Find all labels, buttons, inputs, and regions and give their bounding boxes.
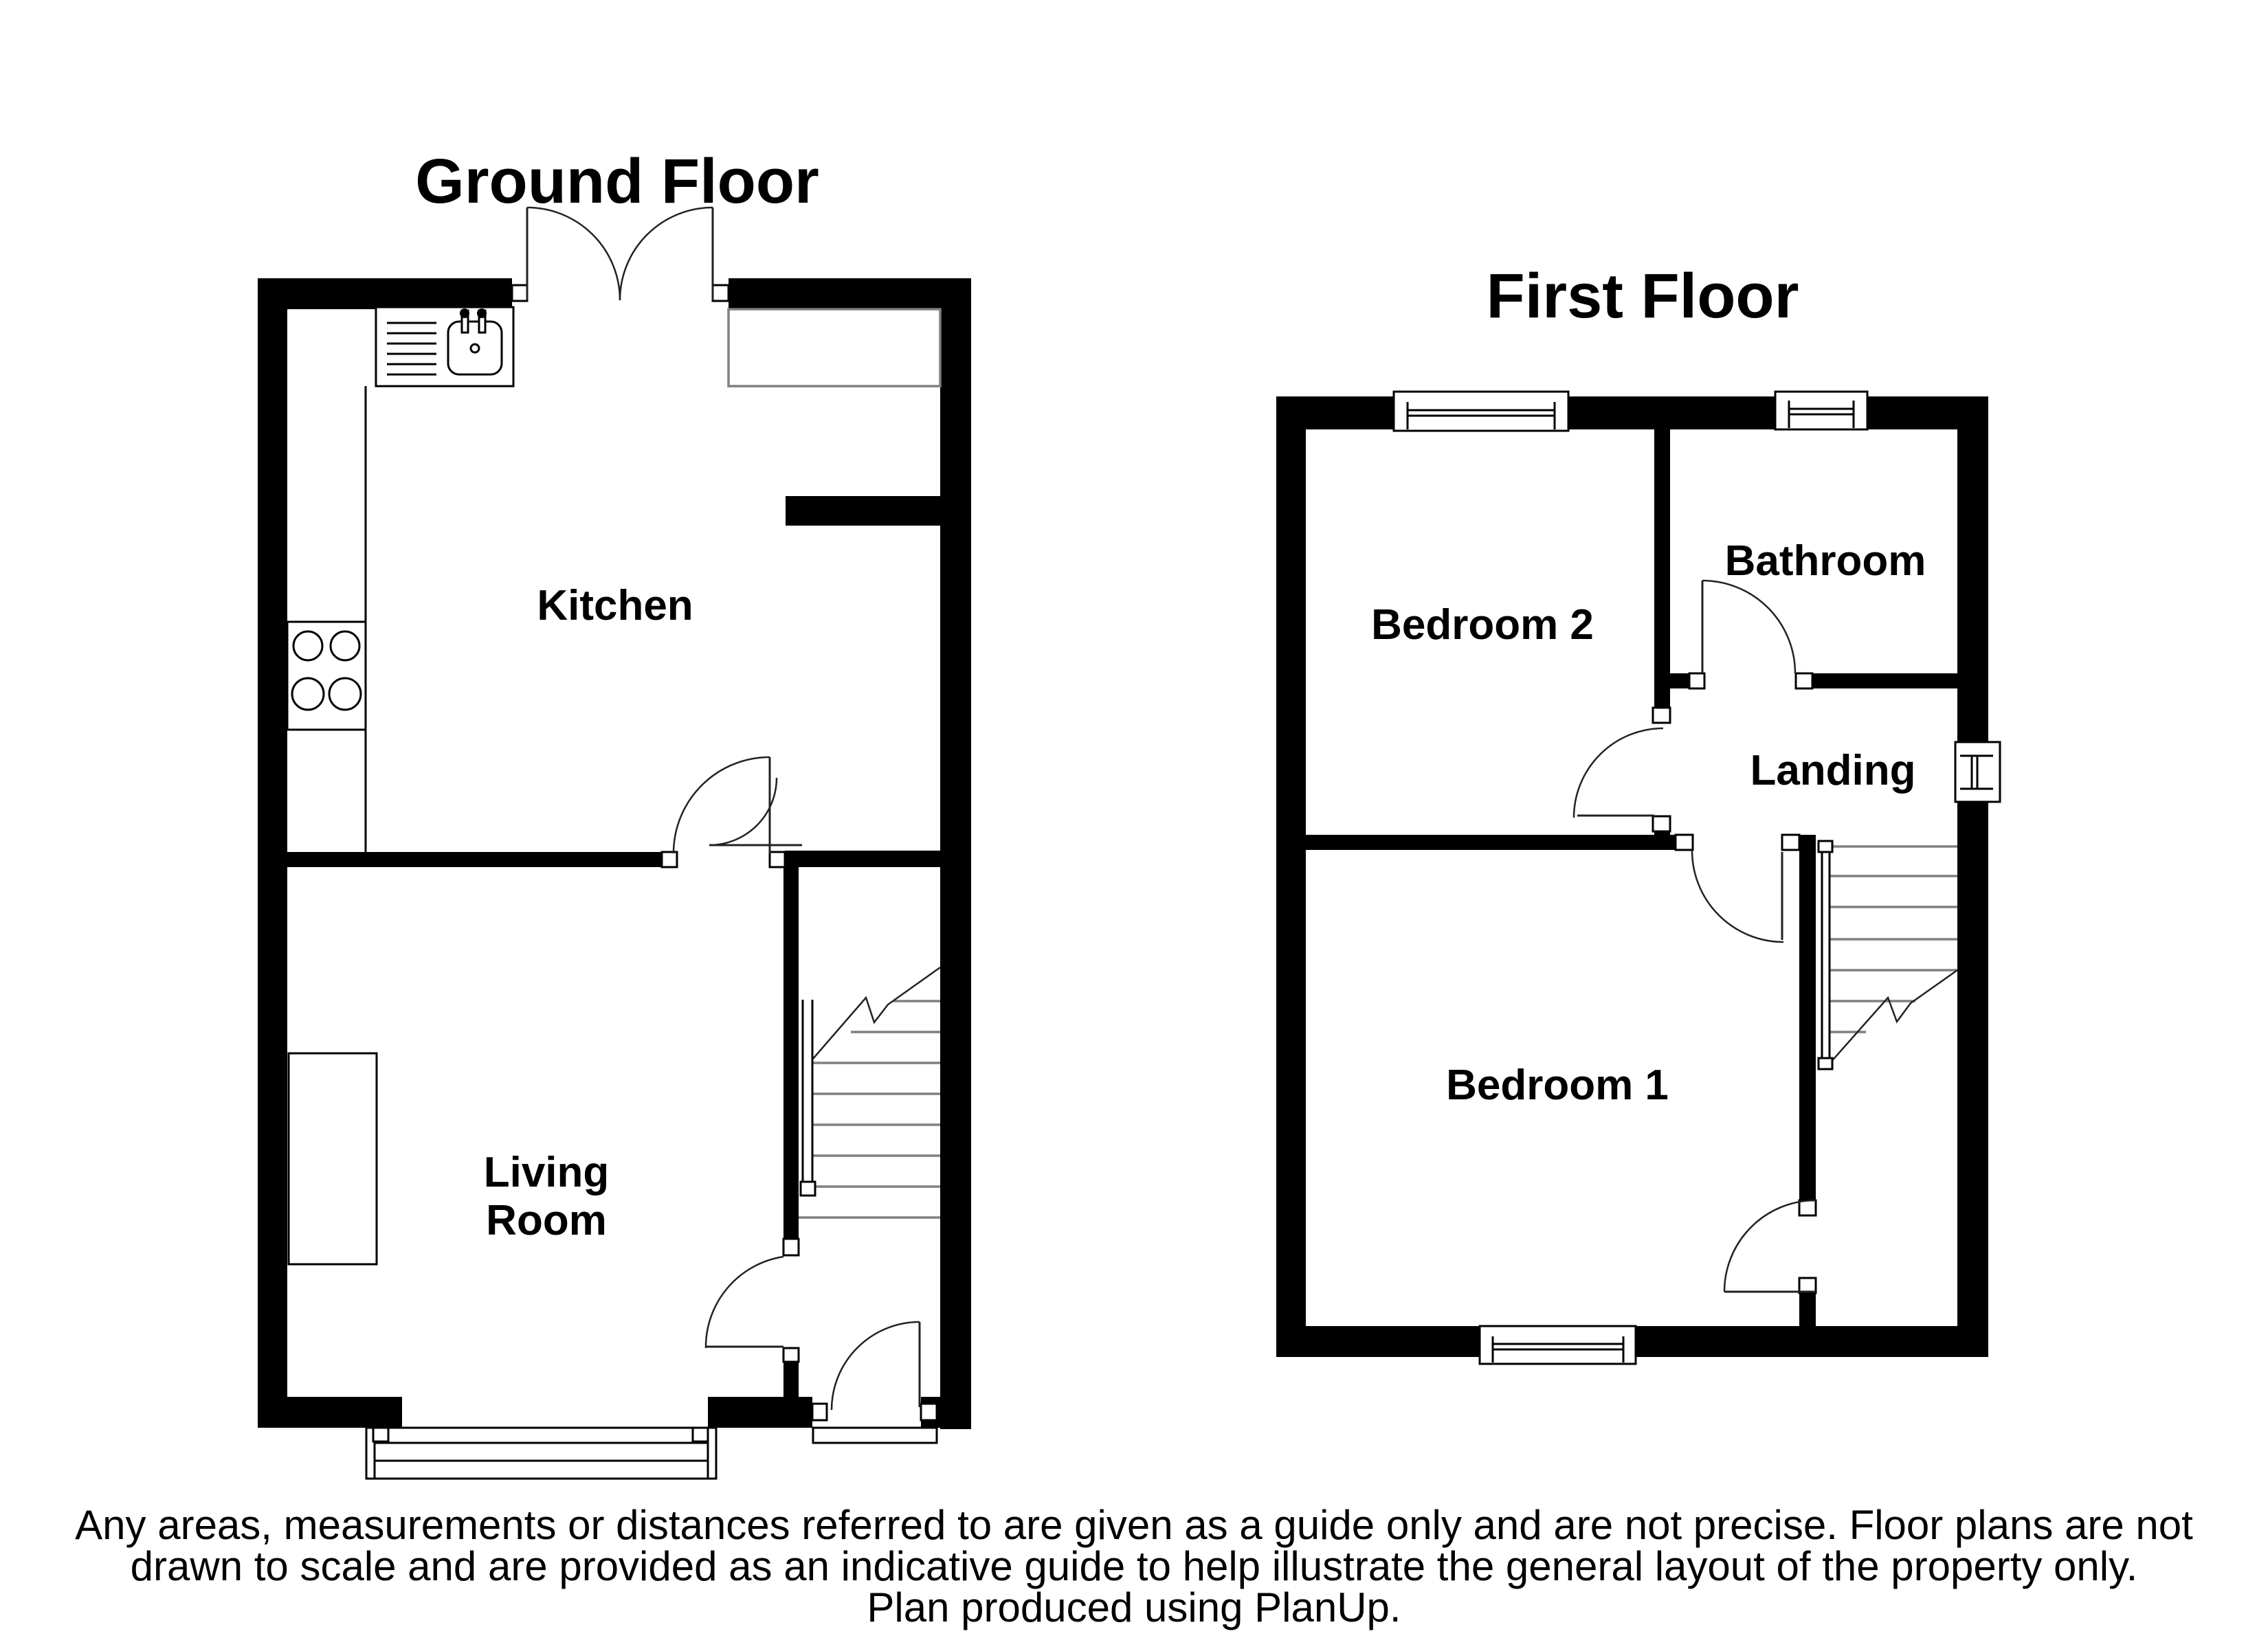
door-jamb xyxy=(713,285,729,301)
stair-handrail xyxy=(1819,841,1832,1069)
bedroom2-window xyxy=(1394,392,1568,431)
bedroom2-door xyxy=(1574,708,1670,831)
landing-window xyxy=(1955,742,2000,802)
ground-floor-title: Ground Floor xyxy=(415,146,819,216)
first-floor-title: First Floor xyxy=(1486,261,1799,331)
door-jamb xyxy=(1782,835,1799,850)
kitchen-sink-unit xyxy=(376,307,513,386)
room-label-kitchen: Kitchen xyxy=(537,582,693,629)
door-jamb xyxy=(1799,1200,1816,1215)
first-staircase xyxy=(1819,841,1957,1069)
sink-basin xyxy=(448,322,502,374)
disclaimer-text xyxy=(75,1502,2193,1630)
door-jamb xyxy=(662,852,677,867)
first-floor-plan xyxy=(1276,261,2000,1364)
door-jamb xyxy=(1653,708,1670,723)
disclaimer-line3: Plan produced using PlanUp. xyxy=(867,1584,1401,1630)
patio-double-door xyxy=(512,207,729,301)
living-room-door xyxy=(706,1239,799,1362)
hob-fixture xyxy=(287,622,366,730)
door-jamb xyxy=(770,852,785,867)
door-jamb xyxy=(921,1404,937,1420)
room-label-living-line2: Room xyxy=(486,1197,607,1244)
room-label-bathroom: Bathroom xyxy=(1724,537,1926,585)
bathroom-window xyxy=(1775,392,1867,429)
door-jamb xyxy=(812,1404,827,1420)
ground-floor-plan xyxy=(258,146,971,1479)
disclaimer-line2: drawn to scale and are provided as an indicative guide to help illustrate the general layout of the property only. xyxy=(130,1543,2138,1589)
door-jamb xyxy=(783,1348,799,1362)
door-jamb xyxy=(1796,673,1812,688)
stair-handrail xyxy=(801,1000,815,1196)
room-label-bedroom2: Bedroom 2 xyxy=(1371,601,1594,649)
door-jamb xyxy=(1653,816,1670,831)
room-label-landing: Landing xyxy=(1750,747,1916,794)
room-label-living-line1: Living xyxy=(483,1149,610,1196)
front-door xyxy=(812,1322,937,1443)
kitchen-worktop-right xyxy=(729,309,940,386)
ground-staircase xyxy=(799,967,940,1218)
door-jamb xyxy=(1676,835,1693,850)
front-porch-step xyxy=(813,1428,937,1443)
bathroom-door xyxy=(1689,581,1812,688)
cupboard-door xyxy=(1724,1200,1816,1293)
fireplace-recess xyxy=(289,1053,377,1264)
door-jamb xyxy=(1689,673,1704,688)
bedroom1-window xyxy=(1480,1326,1636,1364)
room-label-bedroom1: Bedroom 1 xyxy=(1446,1062,1669,1109)
door-jamb xyxy=(783,1239,799,1255)
bedroom1-door xyxy=(1676,835,1799,942)
stair-break-line xyxy=(1830,970,1957,1064)
tap-head xyxy=(477,309,487,318)
disclaimer-line1: Any areas, measurements or distances referred to are given as a guide only and are not precise. Floor plans are not xyxy=(75,1502,2193,1548)
kitchen-door xyxy=(662,757,802,867)
stair-break-line xyxy=(812,967,940,1059)
bay-window xyxy=(366,1428,716,1479)
door-jamb xyxy=(512,285,527,301)
tap-head xyxy=(460,309,469,318)
